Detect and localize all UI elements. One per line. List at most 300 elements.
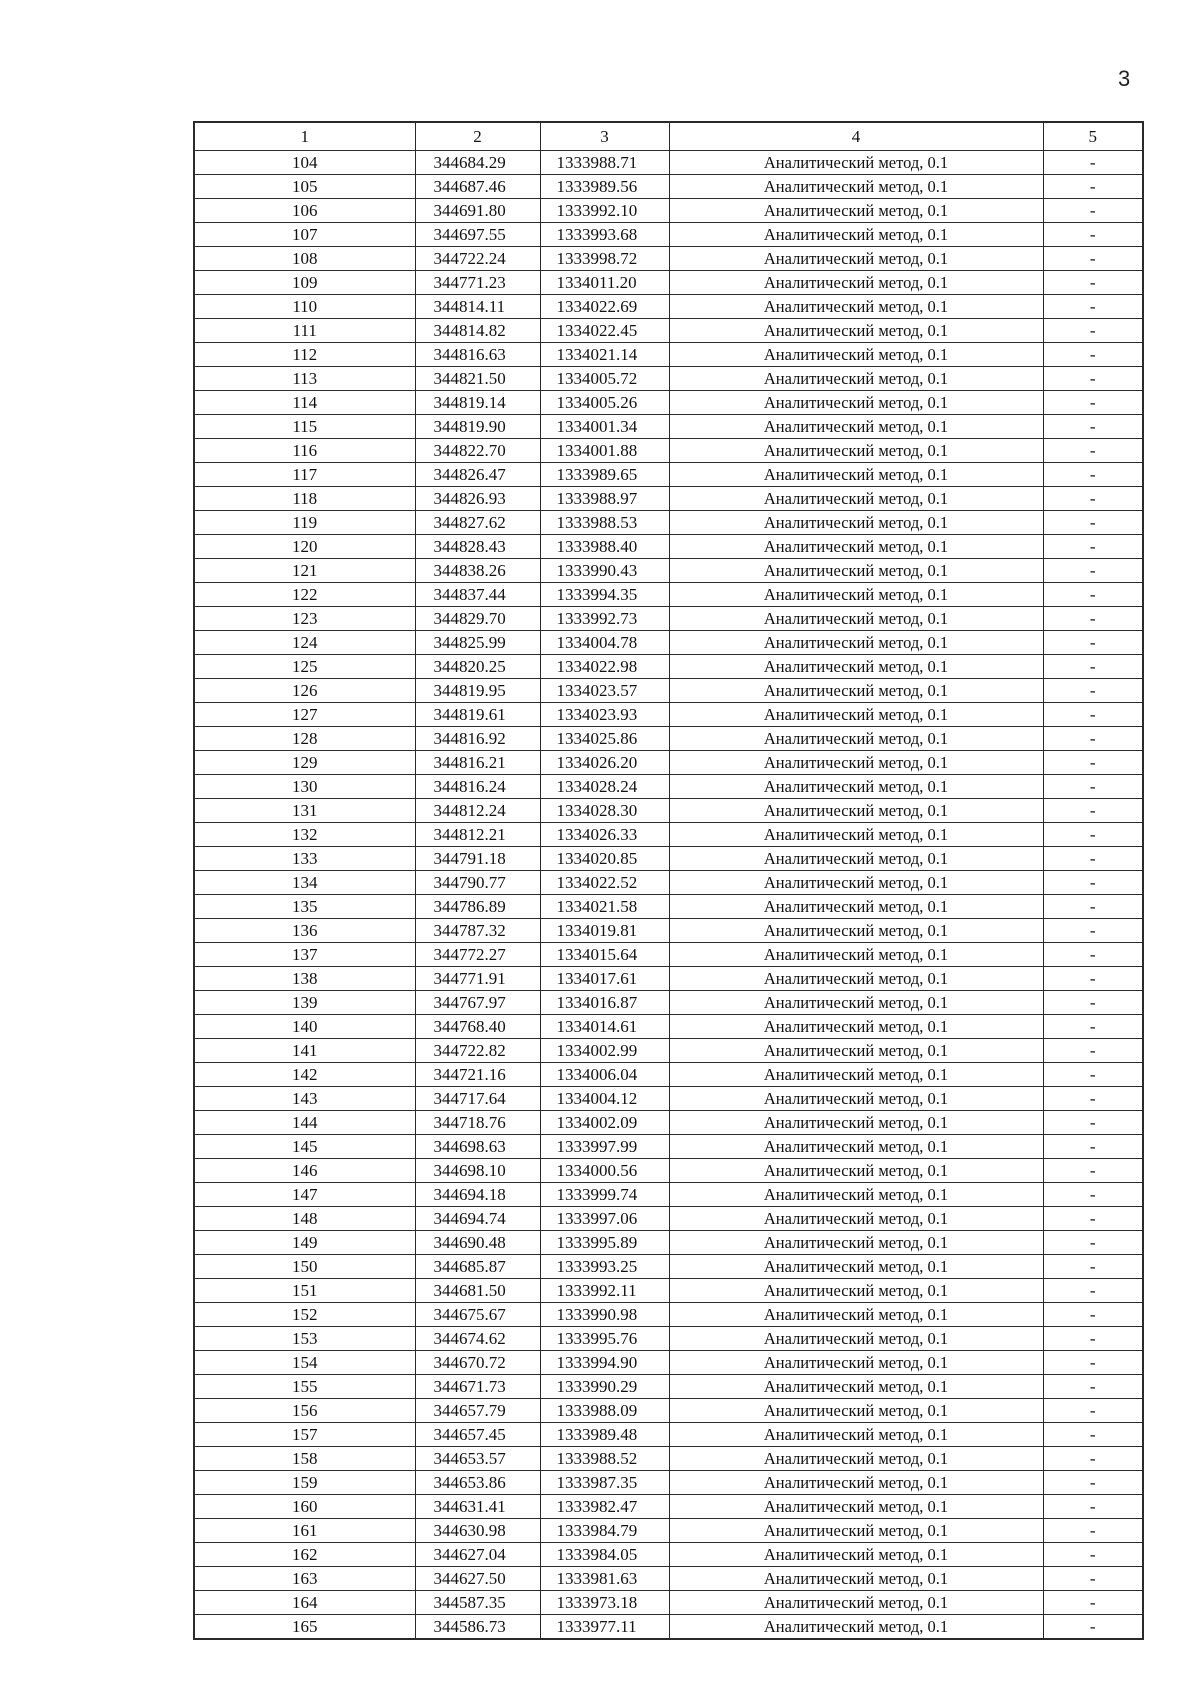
y-coordinate-cell: 1333995.76 [540, 1327, 669, 1351]
x-coordinate-cell: 344828.43 [415, 535, 540, 559]
method-cell: Аналитический метод, 0.1 [669, 631, 1043, 655]
note-cell: - [1043, 535, 1143, 559]
point-number-cell: 160 [194, 1495, 415, 1519]
x-coordinate-cell: 344767.97 [415, 991, 540, 1015]
x-coordinate-cell: 344694.18 [415, 1183, 540, 1207]
note-cell: - [1043, 487, 1143, 511]
y-coordinate-cell: 1333984.79 [540, 1519, 669, 1543]
y-coordinate-cell: 1334022.69 [540, 295, 669, 319]
note-cell: - [1043, 1183, 1143, 1207]
y-coordinate-cell: 1333990.29 [540, 1375, 669, 1399]
note-cell: - [1043, 751, 1143, 775]
table-row [194, 415, 1143, 439]
note-cell: - [1043, 1159, 1143, 1183]
x-coordinate-cell: 344690.48 [415, 1231, 540, 1255]
table-row [194, 1063, 1143, 1087]
y-coordinate-cell: 1333988.53 [540, 511, 669, 535]
point-number-cell: 155 [194, 1375, 415, 1399]
method-cell: Аналитический метод, 0.1 [669, 919, 1043, 943]
method-cell: Аналитический метод, 0.1 [669, 1231, 1043, 1255]
point-number-cell: 113 [194, 367, 415, 391]
point-number-cell: 125 [194, 655, 415, 679]
x-coordinate-cell: 344721.16 [415, 1063, 540, 1087]
note-cell: - [1043, 1255, 1143, 1279]
y-coordinate-cell: 1333988.71 [540, 151, 669, 175]
method-cell: Аналитический метод, 0.1 [669, 535, 1043, 559]
point-number-cell: 123 [194, 607, 415, 631]
note-cell: - [1043, 679, 1143, 703]
method-cell: Аналитический метод, 0.1 [669, 1207, 1043, 1231]
note-cell: - [1043, 247, 1143, 271]
x-coordinate-cell: 344816.21 [415, 751, 540, 775]
y-coordinate-cell: 1334002.99 [540, 1039, 669, 1063]
y-coordinate-cell: 1333987.35 [540, 1471, 669, 1495]
y-coordinate-cell: 1334001.34 [540, 415, 669, 439]
y-coordinate-cell: 1333997.06 [540, 1207, 669, 1231]
method-cell: Аналитический метод, 0.1 [669, 1447, 1043, 1471]
point-number-cell: 118 [194, 487, 415, 511]
table-row [194, 175, 1143, 199]
y-coordinate-cell: 1333988.09 [540, 1399, 669, 1423]
y-coordinate-cell: 1334022.45 [540, 319, 669, 343]
note-cell: - [1043, 1279, 1143, 1303]
x-coordinate-cell: 344694.74 [415, 1207, 540, 1231]
method-cell: Аналитический метод, 0.1 [669, 1351, 1043, 1375]
x-coordinate-cell: 344675.67 [415, 1303, 540, 1327]
x-coordinate-cell: 344671.73 [415, 1375, 540, 1399]
x-coordinate-cell: 344819.90 [415, 415, 540, 439]
method-cell: Аналитический метод, 0.1 [669, 247, 1043, 271]
method-cell: Аналитический метод, 0.1 [669, 751, 1043, 775]
x-coordinate-cell: 344657.79 [415, 1399, 540, 1423]
point-number-cell: 143 [194, 1087, 415, 1111]
method-cell: Аналитический метод, 0.1 [669, 1255, 1043, 1279]
note-cell: - [1043, 895, 1143, 919]
table-row [194, 439, 1143, 463]
y-coordinate-cell: 1334028.30 [540, 799, 669, 823]
note-cell: - [1043, 1111, 1143, 1135]
note-cell: - [1043, 1135, 1143, 1159]
method-cell: Аналитический метод, 0.1 [669, 367, 1043, 391]
y-coordinate-cell: 1333992.73 [540, 607, 669, 631]
table-row [194, 1471, 1143, 1495]
table-row [194, 775, 1143, 799]
point-number-cell: 161 [194, 1519, 415, 1543]
point-number-cell: 136 [194, 919, 415, 943]
y-coordinate-cell: 1333984.05 [540, 1543, 669, 1567]
note-cell: - [1043, 1495, 1143, 1519]
table-header-row [194, 122, 1143, 151]
table-row [194, 583, 1143, 607]
x-coordinate-cell: 344814.82 [415, 319, 540, 343]
point-number-cell: 112 [194, 343, 415, 367]
point-number-cell: 134 [194, 871, 415, 895]
method-cell: Аналитический метод, 0.1 [669, 511, 1043, 535]
point-number-cell: 144 [194, 1111, 415, 1135]
note-cell: - [1043, 919, 1143, 943]
note-cell: - [1043, 991, 1143, 1015]
point-number-cell: 135 [194, 895, 415, 919]
point-number-cell: 126 [194, 679, 415, 703]
table-row [194, 1303, 1143, 1327]
coordinates-table [193, 121, 1144, 1640]
y-coordinate-cell: 1333990.98 [540, 1303, 669, 1327]
y-coordinate-cell: 1333981.63 [540, 1567, 669, 1591]
x-coordinate-cell: 344698.10 [415, 1159, 540, 1183]
x-coordinate-cell: 344827.62 [415, 511, 540, 535]
x-coordinate-cell: 344790.77 [415, 871, 540, 895]
x-coordinate-cell: 344718.76 [415, 1111, 540, 1135]
point-number-cell: 149 [194, 1231, 415, 1255]
x-coordinate-cell: 344627.50 [415, 1567, 540, 1591]
method-cell: Аналитический метод, 0.1 [669, 607, 1043, 631]
y-coordinate-cell: 1333990.43 [540, 559, 669, 583]
point-number-cell: 140 [194, 1015, 415, 1039]
point-number-cell: 148 [194, 1207, 415, 1231]
note-cell: - [1043, 1519, 1143, 1543]
x-coordinate-cell: 344837.44 [415, 583, 540, 607]
y-coordinate-cell: 1333989.48 [540, 1423, 669, 1447]
x-coordinate-cell: 344825.99 [415, 631, 540, 655]
method-cell: Аналитический метод, 0.1 [669, 655, 1043, 679]
x-coordinate-cell: 344838.26 [415, 559, 540, 583]
point-number-cell: 115 [194, 415, 415, 439]
method-cell: Аналитический метод, 0.1 [669, 799, 1043, 823]
note-cell: - [1043, 847, 1143, 871]
x-coordinate-cell: 344771.23 [415, 271, 540, 295]
method-cell: Аналитический метод, 0.1 [669, 1159, 1043, 1183]
x-coordinate-cell: 344812.21 [415, 823, 540, 847]
x-coordinate-cell: 344681.50 [415, 1279, 540, 1303]
point-number-cell: 158 [194, 1447, 415, 1471]
point-number-cell: 127 [194, 703, 415, 727]
header-col-1: 1 [194, 122, 415, 151]
y-coordinate-cell: 1334026.33 [540, 823, 669, 847]
table-row [194, 1543, 1143, 1567]
y-coordinate-cell: 1334001.88 [540, 439, 669, 463]
point-number-cell: 147 [194, 1183, 415, 1207]
method-cell: Аналитический метод, 0.1 [669, 727, 1043, 751]
point-number-cell: 131 [194, 799, 415, 823]
y-coordinate-cell: 1333977.11 [540, 1615, 669, 1640]
point-number-cell: 146 [194, 1159, 415, 1183]
note-cell: - [1043, 151, 1143, 175]
point-number-cell: 130 [194, 775, 415, 799]
y-coordinate-cell: 1334004.12 [540, 1087, 669, 1111]
x-coordinate-cell: 344816.24 [415, 775, 540, 799]
method-cell: Аналитический метод, 0.1 [669, 175, 1043, 199]
method-cell: Аналитический метод, 0.1 [669, 223, 1043, 247]
note-cell: - [1043, 775, 1143, 799]
point-number-cell: 157 [194, 1423, 415, 1447]
table-row [194, 751, 1143, 775]
x-coordinate-cell: 344768.40 [415, 1015, 540, 1039]
method-cell: Аналитический метод, 0.1 [669, 295, 1043, 319]
y-coordinate-cell: 1334016.87 [540, 991, 669, 1015]
x-coordinate-cell: 344630.98 [415, 1519, 540, 1543]
note-cell: - [1043, 1615, 1143, 1640]
point-number-cell: 164 [194, 1591, 415, 1615]
y-coordinate-cell: 1334025.86 [540, 727, 669, 751]
table-row [194, 1183, 1143, 1207]
y-coordinate-cell: 1334019.81 [540, 919, 669, 943]
point-number-cell: 132 [194, 823, 415, 847]
x-coordinate-cell: 344722.82 [415, 1039, 540, 1063]
table-row [194, 247, 1143, 271]
table-row [194, 1039, 1143, 1063]
note-cell: - [1043, 295, 1143, 319]
method-cell: Аналитический метод, 0.1 [669, 391, 1043, 415]
method-cell: Аналитический метод, 0.1 [669, 319, 1043, 343]
y-coordinate-cell: 1333973.18 [540, 1591, 669, 1615]
table-row [194, 391, 1143, 415]
y-coordinate-cell: 1333995.89 [540, 1231, 669, 1255]
y-coordinate-cell: 1333994.35 [540, 583, 669, 607]
point-number-cell: 121 [194, 559, 415, 583]
table-row [194, 1495, 1143, 1519]
x-coordinate-cell: 344631.41 [415, 1495, 540, 1519]
note-cell: - [1043, 607, 1143, 631]
note-cell: - [1043, 799, 1143, 823]
table-row [194, 1159, 1143, 1183]
x-coordinate-cell: 344787.32 [415, 919, 540, 943]
table-row [194, 847, 1143, 871]
table-row [194, 823, 1143, 847]
note-cell: - [1043, 463, 1143, 487]
point-number-cell: 153 [194, 1327, 415, 1351]
point-number-cell: 119 [194, 511, 415, 535]
x-coordinate-cell: 344653.86 [415, 1471, 540, 1495]
x-coordinate-cell: 344816.63 [415, 343, 540, 367]
table-row [194, 1519, 1143, 1543]
note-cell: - [1043, 1471, 1143, 1495]
method-cell: Аналитический метод, 0.1 [669, 343, 1043, 367]
y-coordinate-cell: 1334021.58 [540, 895, 669, 919]
table-row [194, 1399, 1143, 1423]
point-number-cell: 110 [194, 295, 415, 319]
point-number-cell: 163 [194, 1567, 415, 1591]
x-coordinate-cell: 344670.72 [415, 1351, 540, 1375]
method-cell: Аналитический метод, 0.1 [669, 463, 1043, 487]
method-cell: Аналитический метод, 0.1 [669, 1087, 1043, 1111]
point-number-cell: 108 [194, 247, 415, 271]
y-coordinate-cell: 1334006.04 [540, 1063, 669, 1087]
method-cell: Аналитический метод, 0.1 [669, 991, 1043, 1015]
note-cell: - [1043, 823, 1143, 847]
table-row [194, 199, 1143, 223]
y-coordinate-cell: 1333988.52 [540, 1447, 669, 1471]
note-cell: - [1043, 943, 1143, 967]
x-coordinate-cell: 344698.63 [415, 1135, 540, 1159]
table-row [194, 271, 1143, 295]
y-coordinate-cell: 1334023.93 [540, 703, 669, 727]
note-cell: - [1043, 1207, 1143, 1231]
table-row [194, 1135, 1143, 1159]
note-cell: - [1043, 1567, 1143, 1591]
y-coordinate-cell: 1333989.65 [540, 463, 669, 487]
method-cell: Аналитический метод, 0.1 [669, 487, 1043, 511]
y-coordinate-cell: 1334004.78 [540, 631, 669, 655]
point-number-cell: 122 [194, 583, 415, 607]
y-coordinate-cell: 1334026.20 [540, 751, 669, 775]
note-cell: - [1043, 1351, 1143, 1375]
y-coordinate-cell: 1333989.56 [540, 175, 669, 199]
table-row [194, 1567, 1143, 1591]
x-coordinate-cell: 344657.45 [415, 1423, 540, 1447]
note-cell: - [1043, 415, 1143, 439]
table-row [194, 559, 1143, 583]
table-row [194, 679, 1143, 703]
note-cell: - [1043, 223, 1143, 247]
method-cell: Аналитический метод, 0.1 [669, 1279, 1043, 1303]
method-cell: Аналитический метод, 0.1 [669, 871, 1043, 895]
y-coordinate-cell: 1334002.09 [540, 1111, 669, 1135]
method-cell: Аналитический метод, 0.1 [669, 1039, 1043, 1063]
x-coordinate-cell: 344627.04 [415, 1543, 540, 1567]
point-number-cell: 114 [194, 391, 415, 415]
y-coordinate-cell: 1333998.72 [540, 247, 669, 271]
table-row [194, 1279, 1143, 1303]
note-cell: - [1043, 1375, 1143, 1399]
note-cell: - [1043, 655, 1143, 679]
note-cell: - [1043, 871, 1143, 895]
table-row [194, 463, 1143, 487]
table-row [194, 367, 1143, 391]
table-row [194, 1375, 1143, 1399]
y-coordinate-cell: 1333994.90 [540, 1351, 669, 1375]
table-row [194, 871, 1143, 895]
table-row [194, 919, 1143, 943]
method-cell: Аналитический метод, 0.1 [669, 943, 1043, 967]
point-number-cell: 138 [194, 967, 415, 991]
table-row [194, 703, 1143, 727]
table-row [194, 1111, 1143, 1135]
header-col-5: 5 [1043, 122, 1143, 151]
x-coordinate-cell: 344829.70 [415, 607, 540, 631]
note-cell: - [1043, 631, 1143, 655]
y-coordinate-cell: 1334017.61 [540, 967, 669, 991]
point-number-cell: 141 [194, 1039, 415, 1063]
method-cell: Аналитический метод, 0.1 [669, 679, 1043, 703]
note-cell: - [1043, 1327, 1143, 1351]
header-col-2: 2 [415, 122, 540, 151]
method-cell: Аналитический метод, 0.1 [669, 1471, 1043, 1495]
y-coordinate-cell: 1334015.64 [540, 943, 669, 967]
x-coordinate-cell: 344822.70 [415, 439, 540, 463]
y-coordinate-cell: 1333992.10 [540, 199, 669, 223]
x-coordinate-cell: 344717.64 [415, 1087, 540, 1111]
y-coordinate-cell: 1333988.97 [540, 487, 669, 511]
y-coordinate-cell: 1334000.56 [540, 1159, 669, 1183]
table-row [194, 607, 1143, 631]
point-number-cell: 150 [194, 1255, 415, 1279]
point-number-cell: 156 [194, 1399, 415, 1423]
method-cell: Аналитический метод, 0.1 [669, 1399, 1043, 1423]
point-number-cell: 109 [194, 271, 415, 295]
point-number-cell: 107 [194, 223, 415, 247]
y-coordinate-cell: 1333992.11 [540, 1279, 669, 1303]
table-row [194, 151, 1143, 175]
table-row [194, 487, 1143, 511]
table-row [194, 943, 1143, 967]
method-cell: Аналитический метод, 0.1 [669, 559, 1043, 583]
y-coordinate-cell: 1333993.25 [540, 1255, 669, 1279]
point-number-cell: 137 [194, 943, 415, 967]
table-row [194, 1255, 1143, 1279]
method-cell: Аналитический метод, 0.1 [669, 1615, 1043, 1640]
x-coordinate-cell: 344697.55 [415, 223, 540, 247]
y-coordinate-cell: 1333993.68 [540, 223, 669, 247]
note-cell: - [1043, 559, 1143, 583]
table-row [194, 1351, 1143, 1375]
point-number-cell: 145 [194, 1135, 415, 1159]
point-number-cell: 104 [194, 151, 415, 175]
y-coordinate-cell: 1334022.98 [540, 655, 669, 679]
point-number-cell: 116 [194, 439, 415, 463]
y-coordinate-cell: 1334028.24 [540, 775, 669, 799]
header-col-4: 4 [669, 122, 1043, 151]
x-coordinate-cell: 344826.93 [415, 487, 540, 511]
method-cell: Аналитический метод, 0.1 [669, 775, 1043, 799]
method-cell: Аналитический метод, 0.1 [669, 1063, 1043, 1087]
note-cell: - [1043, 1039, 1143, 1063]
x-coordinate-cell: 344722.24 [415, 247, 540, 271]
y-coordinate-cell: 1334005.26 [540, 391, 669, 415]
y-coordinate-cell: 1334005.72 [540, 367, 669, 391]
note-cell: - [1043, 391, 1143, 415]
x-coordinate-cell: 344586.73 [415, 1615, 540, 1640]
table-row [194, 1591, 1143, 1615]
note-cell: - [1043, 439, 1143, 463]
x-coordinate-cell: 344687.46 [415, 175, 540, 199]
y-coordinate-cell: 1334014.61 [540, 1015, 669, 1039]
method-cell: Аналитический метод, 0.1 [669, 151, 1043, 175]
header-col-3: 3 [540, 122, 669, 151]
note-cell: - [1043, 1591, 1143, 1615]
note-cell: - [1043, 367, 1143, 391]
x-coordinate-cell: 344771.91 [415, 967, 540, 991]
note-cell: - [1043, 967, 1143, 991]
note-cell: - [1043, 175, 1143, 199]
x-coordinate-cell: 344685.87 [415, 1255, 540, 1279]
x-coordinate-cell: 344786.89 [415, 895, 540, 919]
point-number-cell: 105 [194, 175, 415, 199]
point-number-cell: 128 [194, 727, 415, 751]
note-cell: - [1043, 1543, 1143, 1567]
point-number-cell: 152 [194, 1303, 415, 1327]
table-row [194, 1447, 1143, 1471]
note-cell: - [1043, 1423, 1143, 1447]
note-cell: - [1043, 1303, 1143, 1327]
point-number-cell: 117 [194, 463, 415, 487]
table-row [194, 991, 1143, 1015]
method-cell: Аналитический метод, 0.1 [669, 1519, 1043, 1543]
table-row [194, 967, 1143, 991]
point-number-cell: 165 [194, 1615, 415, 1640]
method-cell: Аналитический метод, 0.1 [669, 199, 1043, 223]
point-number-cell: 111 [194, 319, 415, 343]
page-number: 3 [1118, 66, 1131, 91]
x-coordinate-cell: 344819.14 [415, 391, 540, 415]
note-cell: - [1043, 583, 1143, 607]
table-row [194, 1015, 1143, 1039]
point-number-cell: 120 [194, 535, 415, 559]
x-coordinate-cell: 344819.61 [415, 703, 540, 727]
x-coordinate-cell: 344674.62 [415, 1327, 540, 1351]
table-row [194, 1615, 1143, 1640]
note-cell: - [1043, 703, 1143, 727]
note-cell: - [1043, 511, 1143, 535]
